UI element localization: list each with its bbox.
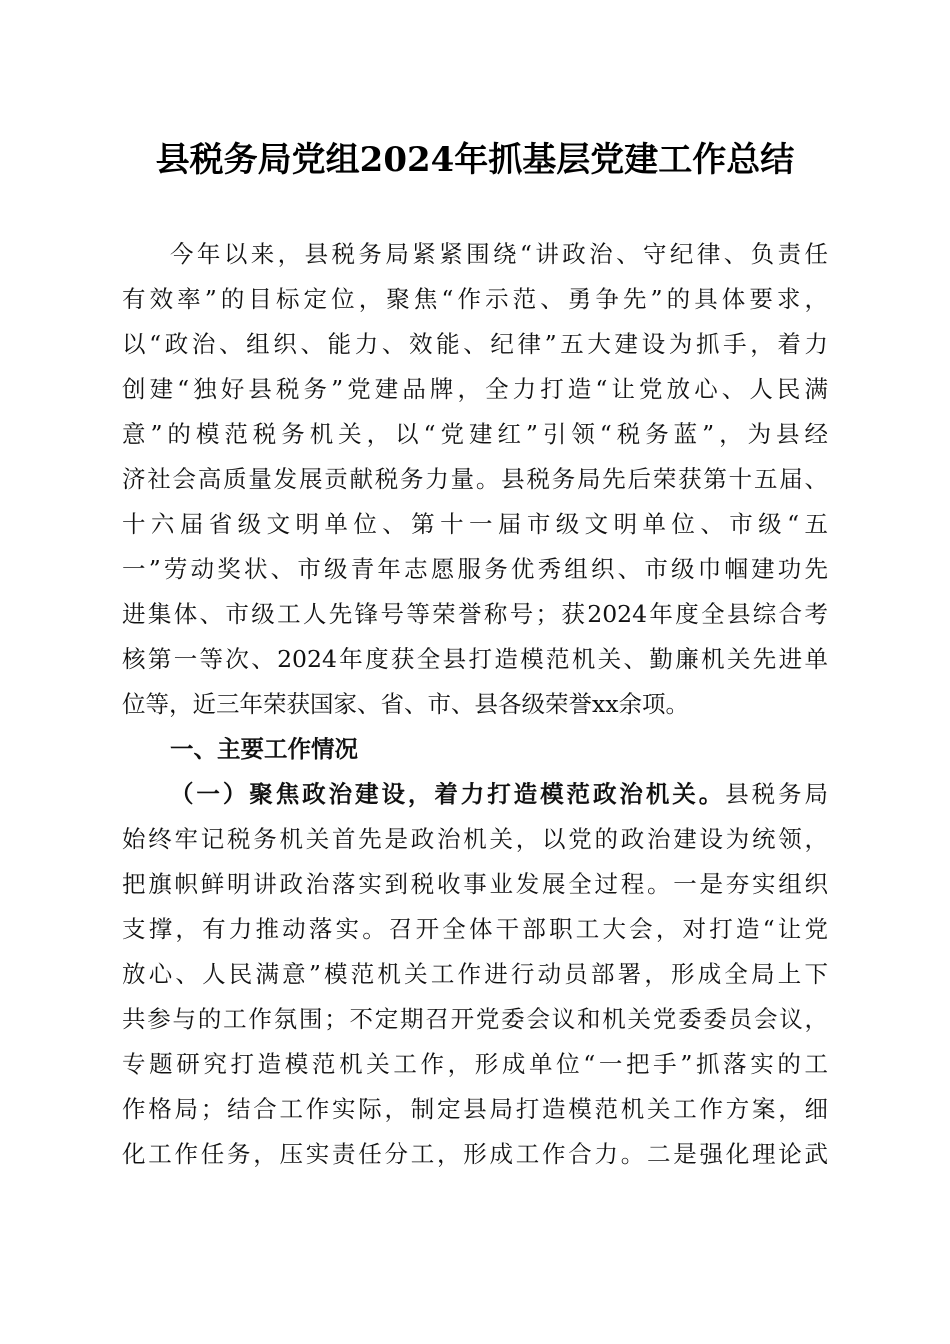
body-line: 放心、人民满意”模范机关工作进行动员部署，形成全局上下 xyxy=(122,960,828,988)
subsection-first-text: 县税务局 xyxy=(725,780,828,808)
body-line: 把旗帜鲜明讲政治落实到税收事业发展全过程。一是夯实组织 xyxy=(122,870,828,898)
body-line: 始终牢记税务机关首先是政治机关，以党的政治建设为统领， xyxy=(122,825,828,853)
intro-line: 进集体、市级工人先锋号等荣誉称号；获2024年度全县综合考 xyxy=(122,600,828,628)
section-heading: 一、主要工作情况 xyxy=(170,735,358,763)
body-line: 共参与的工作氛围；不定期召开党委会议和机关党委委员会议， xyxy=(122,1005,828,1033)
intro-line: 创建“独好县税务”党建品牌，全力打造“让党放心、人民满 xyxy=(122,375,828,403)
intro-line: 济社会高质量发展贡献税务力量。县税务局先后荣获第十五届、 xyxy=(122,465,828,493)
intro-line: 十六届省级文明单位、第十一届市级文明单位、市级“五 xyxy=(122,510,828,538)
intro-line: 今年以来，县税务局紧紧围绕“讲政治、守纪律、负责任 xyxy=(170,240,828,268)
body-line: 支撑，有力推动落实。召开全体干部职工大会，对打造“让党 xyxy=(122,915,828,943)
intro-line: 核第一等次、2024年度获全县打造模范机关、勤廉机关先进单 xyxy=(122,645,828,673)
intro-line: 一”劳动奖状、市级青年志愿服务优秀组织、市级巾帼建功先 xyxy=(122,555,828,583)
intro-line: 位等，近三年荣获国家、省、市、县各级荣誉xx余项。 xyxy=(122,690,690,718)
intro-line: 有效率”的目标定位，聚焦“作示范、勇争先”的具体要求， xyxy=(122,285,828,313)
subsection-first-line xyxy=(170,779,828,809)
body-line: 化工作任务，压实责任分工，形成工作合力。二是强化理论武 xyxy=(122,1140,828,1168)
body-line: 作格局；结合工作实际，制定县局打造模范机关工作方案，细 xyxy=(122,1095,828,1123)
intro-line: 以“政治、组织、能力、效能、纪律”五大建设为抓手，着力 xyxy=(122,330,828,358)
body-line: 专题研究打造模范机关工作，形成单位“一把手”抓落实的工 xyxy=(122,1050,828,1078)
subsection-lead: （一）聚焦政治建设，着力打造模范政治机关。 xyxy=(170,780,726,808)
intro-line: 意”的模范税务机关，以“党建红”引领“税务蓝”，为县经 xyxy=(122,420,828,448)
document-title: 县税务局党组2024年抓基层党建工作总结 xyxy=(155,140,795,180)
